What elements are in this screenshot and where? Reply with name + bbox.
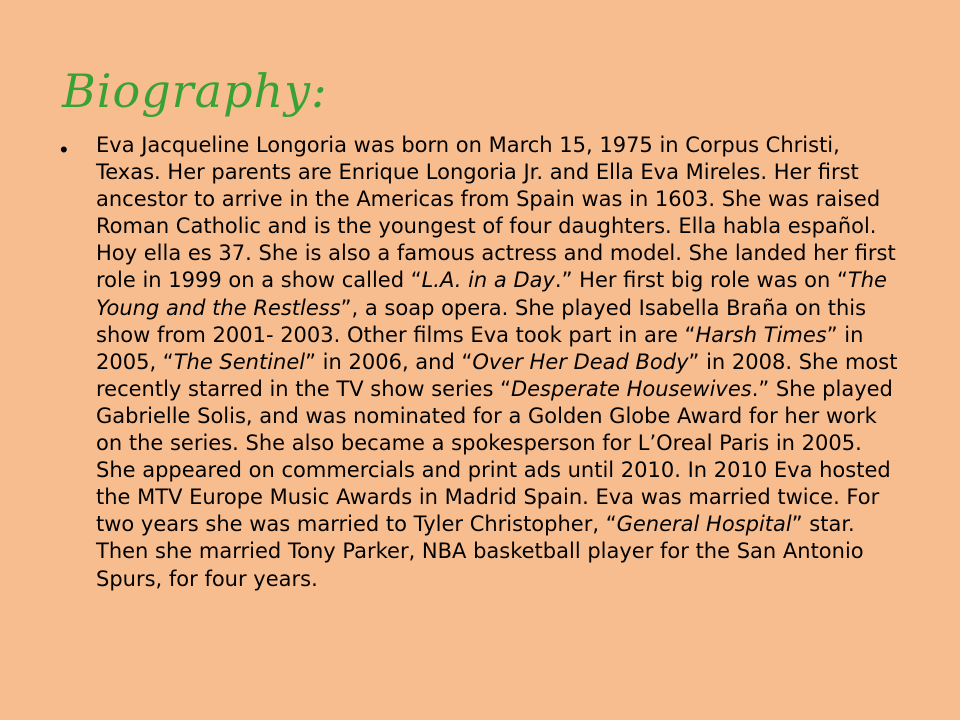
show-title-young-and-restless: The Young and the Restless [96,268,887,320]
bullet-dot-icon: • [60,137,68,162]
show-title-desperate-housewives: Desperate Housewives [510,376,752,401]
text-segment: .” She played Gabrielle Solis, and was nominated for a Golden Globe Award for her work on the series. She also became a spokesperson for L’Oreal Paris in 2005. She appeared on commercials and print ads until 2010. In 2010 Eva hosted the MTV Europe Music Awards in Madrid Spain. Eva was married twice. For two years she was married to Tyler Christopher, “ [96,376,893,537]
bullet-item [58,132,906,593]
text-segment: .” Her first big role was on “ [554,268,848,293]
text-segment: ” in 2005, “ [96,322,864,374]
film-title-over-her-dead-body: Over Her Dead Body [472,349,689,374]
bullet-list [58,132,906,593]
text-segment: Eva Jacqueline Longoria was born on March 15, 1975 in Corpus Christi, Texas. Her parents are Enrique Longoria Jr. and Ella Eva Mireles. Her first ancestor to arrive in the Americas from Spain was in 1603. She was raised Roman Catholic and is the youngest of four daughters. Ella habla español. Hoy ella es 37. She is also a famous actress and model. She landed her first role in 1999 on a show called “ [96,133,896,293]
film-title-the-sentinel: The Sentinel [173,349,306,374]
slide-title: Biography: [62,64,328,118]
show-title-la-in-a-day: L.A. in a Day [421,268,555,293]
film-title-harsh-times: Harsh Times [695,322,827,347]
text-segment: ” star. Then she married Tony Parker, NBA basketball player for the San Antonio Spurs, for four years. [96,512,864,591]
show-title-general-hospital: General Hospital [616,512,792,537]
text-segment: ”, a soap opera. She played Isabella Braña on this show from 2001- 2003. Other films Eva took part in are “ [96,295,867,347]
text-segment: ” in 2008. She most recently starred in the TV show series “ [96,349,898,401]
text-segment: ” in 2006, and “ [305,349,473,374]
biography-paragraph [96,132,906,593]
